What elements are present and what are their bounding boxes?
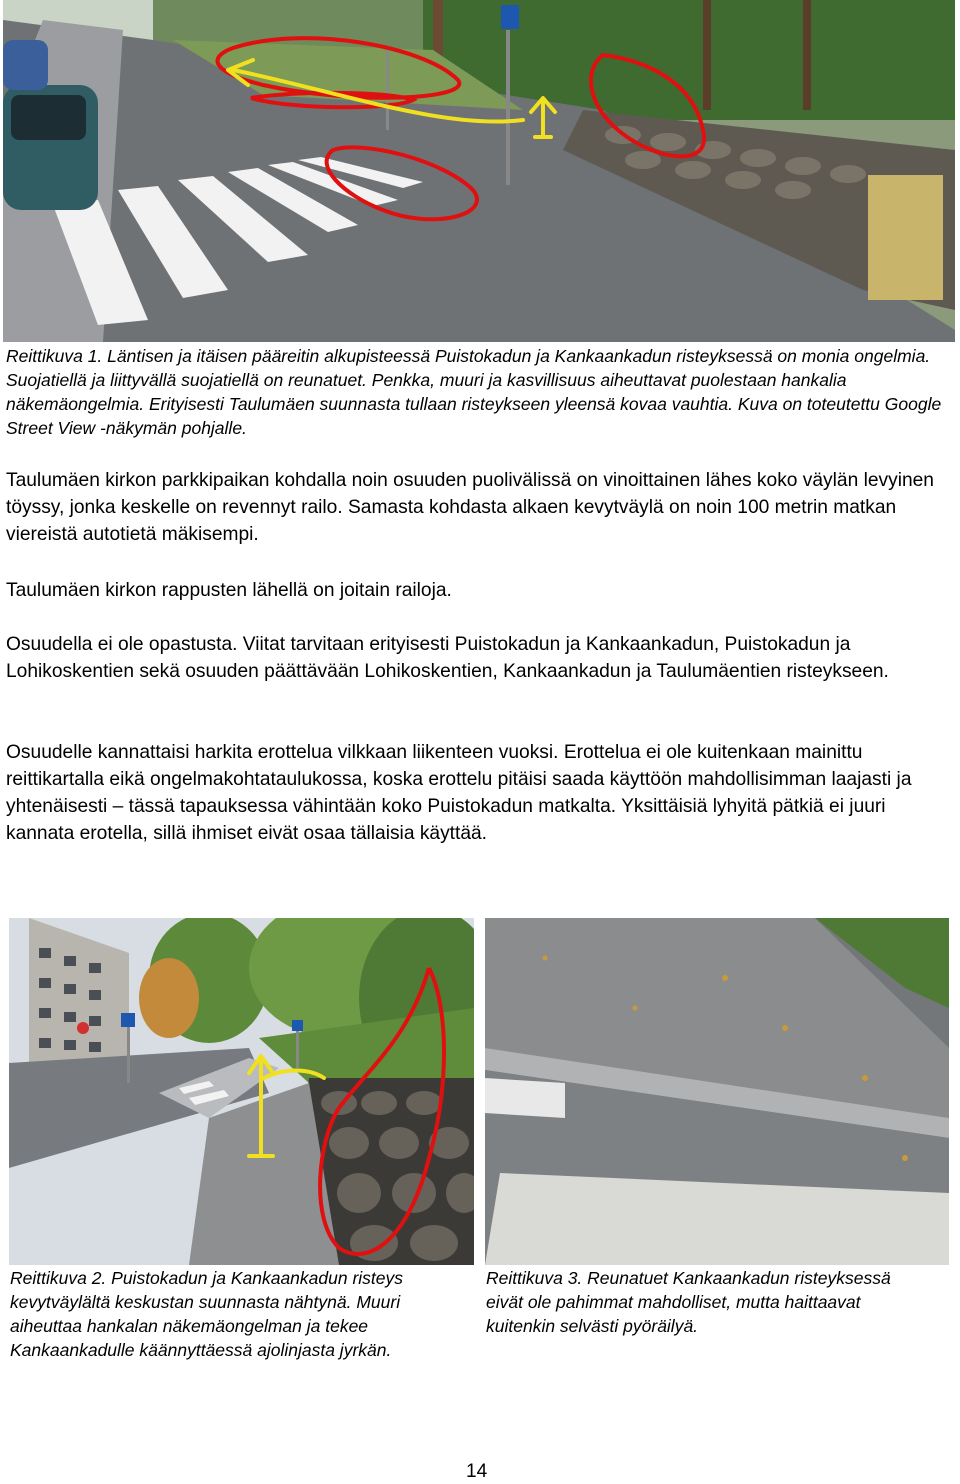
paragraph-bump-and-crack: Taulumäen kirkon parkkipaikan kohdalla noin osuuden puolivälissä on vinoittainen lähes koko väylän levyinen töyssy, jonka keskelle on revennyt railo. Samasta kohdasta alkaen kevytväylä on noin 100 metrin matkan viereistä autotietä mäkisempi.: [6, 470, 934, 545]
paragraph-signage: Osuudella ei ole opastusta. Viitat tarvitaan erityisesti Puistokadun ja Kankaankadun, Puistokadun ja Lohikoskentien sekä osuuden päättävään Lohikoskentien, Kankaankadun ja Taulumäentien risteykseen.: [6, 634, 889, 682]
paragraph-separation: Osuudelle kannattaisi harkita erottelua vilkkaan liikenteen vuoksi. Erottelua ei ole kuitenkaan mainittu reittikartalla eikä ongelmakohtataulukossa, koska erottelu pitäisi saada käyttöön mahdollisimman laajasti ja yhtenäisesti – tässä tapauksessa vähintään koko Puistokadun matkalta. Yksittäisiä lyhyitä pätkiä ei juuri kannata erotella, sillä ihmiset eivät osaa tällaisia käyttää.: [6, 742, 912, 844]
photo-2-caption: Reittikuva 2. Puistokadun ja Kankaankadun risteys kevytväylältä keskustan suunnasta nähtynä. Muuri aiheuttaa hankalan näkemäongelman ja tekee Kankaankadulle käännyttäessä ajolinjasta jyrkän.: [10, 1268, 404, 1360]
paragraph-stairs-cracks: Taulumäen kirkon rappusten lähellä on joitain railoja.: [6, 580, 452, 601]
photo-3-caption: Reittikuva 3. Reunatuet Kankaankadun risteyksessä eivät ole pahimmat mahdolliset, mutta haittaavat kuitenkin selvästi pyöräilyä.: [486, 1268, 891, 1336]
page-number: 14: [466, 1461, 488, 1482]
stone-wall-intersection-photo: [9, 918, 474, 1265]
curb-crossing-photo: [485, 918, 949, 1265]
photo-1-caption: Reittikuva 1. Läntisen ja itäisen pääreitin alkupisteessä Puistokadun ja Kankaankadun risteyksessä on monia ongelmia. Suojatiellä ja liittyvällä suojatiellä on reunatuet. Penkka, muuri ja kasvillisuus aiheuttavat puolestaan hankalia näkemäongelmia. Erityisesti Taulumäen suunnasta tullaan risteykseen yleensä kovaa vauhtia. Kuva on toteutettu Google Street View -näkymän pohjalle.: [6, 346, 942, 438]
street-view-crosswalk-photo: [3, 0, 955, 342]
